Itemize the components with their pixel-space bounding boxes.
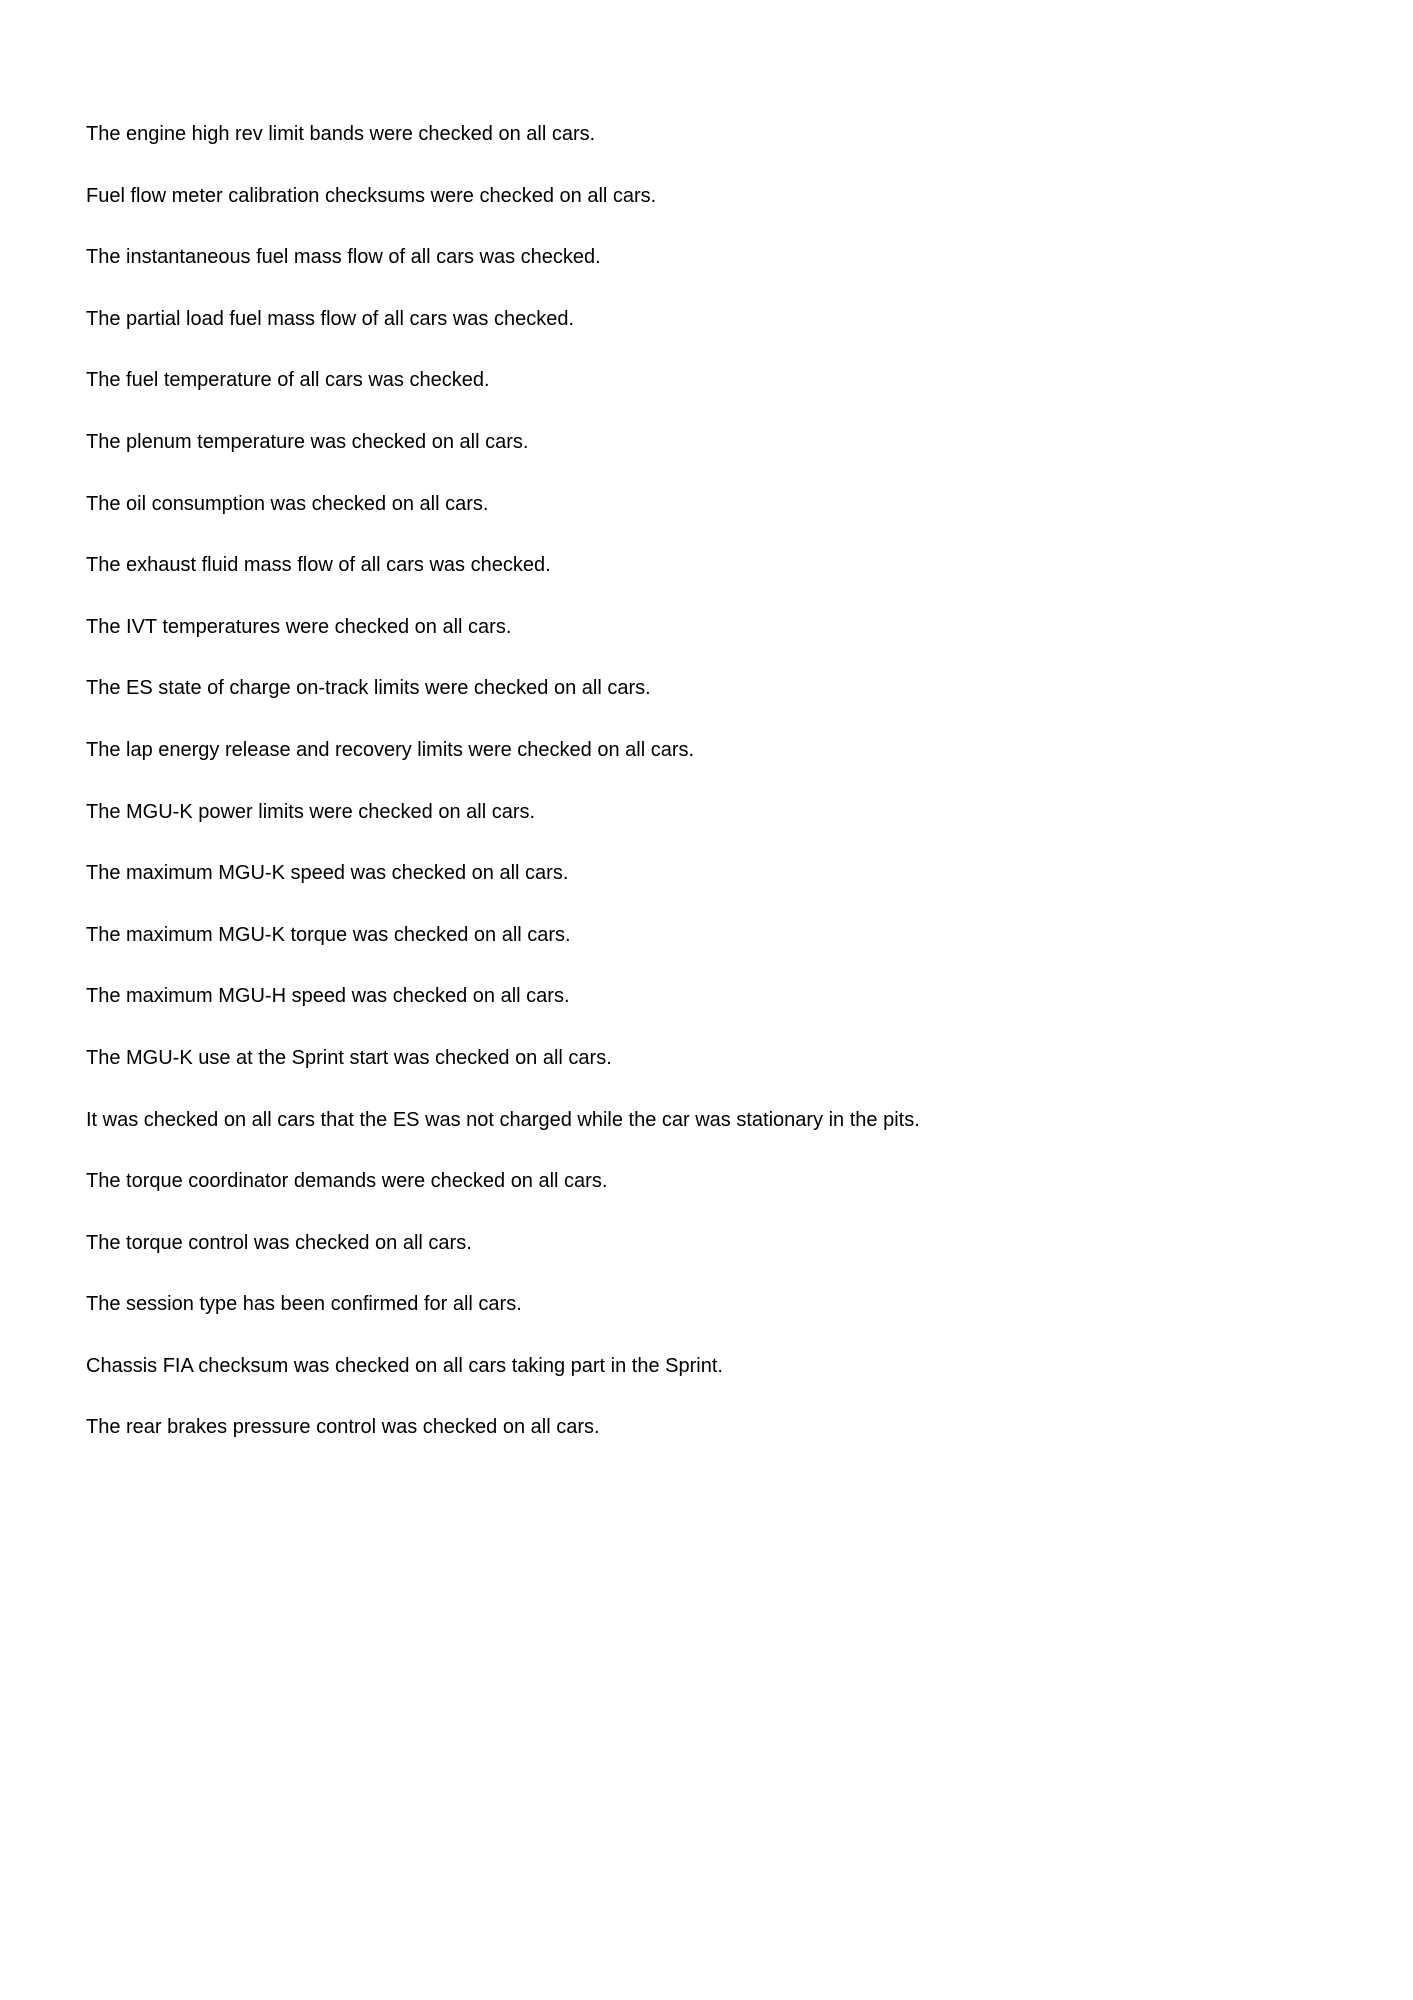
check-line-1: The engine high rev limit bands were checked on all cars.	[86, 123, 596, 145]
check-line-18: The torque coordinator demands were checked on all cars.	[86, 1170, 608, 1193]
check-line-2: Fuel flow meter calibration checksums were checked on all cars.	[86, 184, 657, 207]
check-line-20: The session type has been confirmed for all cars.	[86, 1293, 522, 1316]
check-line-14: The maximum MGU-K torque was checked on all cars.	[86, 923, 571, 946]
check-line-15: The maximum MGU-H speed was checked on all cars.	[86, 985, 570, 1008]
check-line-12: The MGU-K power limits were checked on all cars.	[86, 800, 536, 823]
check-line-8: The exhaust fluid mass flow of all cars was checked.	[86, 554, 551, 577]
check-line-9: The IVT temperatures were checked on all cars.	[86, 615, 512, 638]
check-line-11: The lap energy release and recovery limits were checked on all cars.	[86, 738, 695, 761]
check-line-17: It was checked on all cars that the ES was not charged while the car was stationary in the pits.	[86, 1108, 920, 1131]
check-line-6: The plenum temperature was checked on all cars.	[86, 430, 529, 453]
check-line-16: The MGU-K use at the Sprint start was checked on all cars.	[86, 1046, 612, 1069]
check-line-22: The rear brakes pressure control was checked on all cars.	[86, 1416, 600, 1439]
check-line-19: The torque control was checked on all cars.	[86, 1231, 472, 1254]
check-line-21: Chassis FIA checksum was checked on all cars taking part in the Sprint.	[86, 1354, 723, 1377]
check-list	[86, 120, 1066, 1475]
check-line-3: The instantaneous fuel mass flow of all cars was checked.	[86, 246, 601, 269]
check-line-10: The ES state of charge on-track limits were checked on all cars.	[86, 677, 651, 700]
check-line-4: The partial load fuel mass flow of all cars was checked.	[86, 307, 574, 330]
check-line-5: The fuel temperature of all cars was checked.	[86, 369, 490, 392]
check-line-7: The oil consumption was checked on all cars.	[86, 492, 489, 515]
check-line-13: The maximum MGU-K speed was checked on all cars.	[86, 862, 569, 885]
